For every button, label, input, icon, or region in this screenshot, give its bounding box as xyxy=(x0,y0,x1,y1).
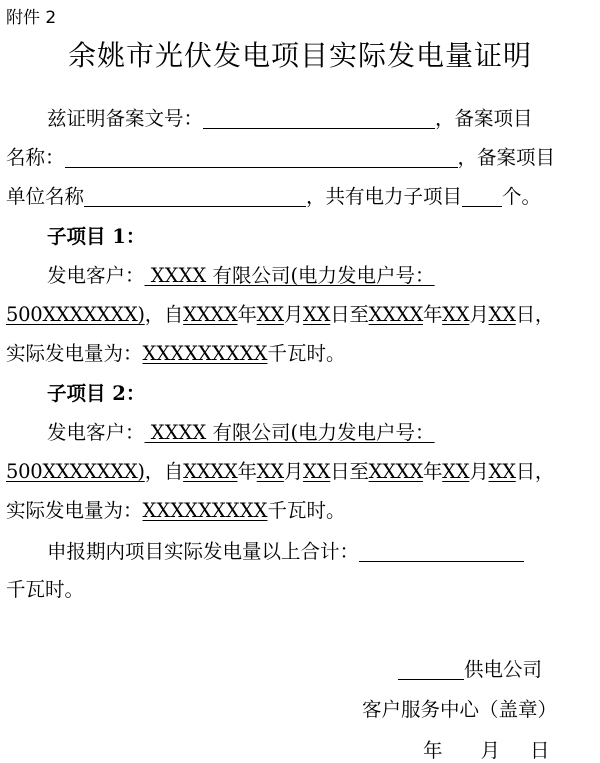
filing-number-label: 兹证明备案文号： xyxy=(47,107,204,130)
end-month: XX xyxy=(442,303,470,326)
from-word: ，自 xyxy=(144,460,184,483)
project-name-blank[interactable] xyxy=(65,147,458,168)
total-label: 申报期内项目实际发电量以上合计： xyxy=(47,540,360,563)
day-word-end: 日， xyxy=(515,460,555,483)
filing-number-blank[interactable] xyxy=(203,108,435,129)
customer-value: XXXX 有限公司(电力发电户号： xyxy=(144,421,435,444)
count-unit: 个。 xyxy=(502,185,542,208)
start-month: XX xyxy=(256,460,284,483)
date-year-word: 年 xyxy=(423,739,443,762)
name-label: 名称： xyxy=(6,146,65,169)
intro-line-1 xyxy=(47,106,600,132)
attachment-label: 附件 2 xyxy=(6,8,57,28)
account-value: 500XXXXXXX) xyxy=(6,303,145,326)
supplier-label: 供电公司 xyxy=(464,658,543,681)
subproject-2-period-line xyxy=(6,459,600,485)
month-word: 月 xyxy=(469,303,489,326)
subproject-2-amount-line xyxy=(6,498,600,524)
supplier-line xyxy=(398,654,542,682)
year-word: 年 xyxy=(422,460,443,483)
total-blank[interactable] xyxy=(359,541,524,562)
from-word: ，自 xyxy=(144,303,184,326)
start-year: XXXX xyxy=(183,303,238,326)
subproject-2-customer-line xyxy=(47,420,600,446)
customer-value: XXXX 有限公司(电力发电户号： xyxy=(144,264,435,287)
year-word: 年 xyxy=(237,460,257,483)
subproject-2-heading: 子项目 2： xyxy=(47,382,146,405)
total-line xyxy=(47,539,600,565)
end-year: XXXX xyxy=(368,303,423,326)
amount-unit: 千瓦时。 xyxy=(267,499,346,522)
subproject-1-period-line xyxy=(6,302,600,328)
amount-label: 实际发电量为： xyxy=(6,499,143,522)
customer-label: 发电客户： xyxy=(47,421,145,444)
unit-name-label: 单位名称 xyxy=(6,185,85,208)
start-day: XX xyxy=(303,460,331,483)
end-year: XXXX xyxy=(368,460,423,483)
account-value: 500XXXXXXX) xyxy=(6,460,145,483)
to-word: 至 xyxy=(349,303,369,326)
intro-line-3 xyxy=(6,184,600,210)
year-word: 年 xyxy=(237,303,257,326)
date-line xyxy=(423,735,550,763)
project-unit-label-start: ，备案项目 xyxy=(457,146,556,169)
end-day: XX xyxy=(488,460,516,483)
customer-label: 发电客户： xyxy=(47,264,145,287)
month-word: 月 xyxy=(283,460,304,483)
month-word: 月 xyxy=(283,303,304,326)
intro-line-2 xyxy=(6,145,600,171)
end-month: XX xyxy=(442,460,470,483)
month-word: 月 xyxy=(469,460,489,483)
start-day: XX xyxy=(303,303,331,326)
amount-unit: 千瓦时。 xyxy=(267,342,346,365)
subproject-count-blank[interactable] xyxy=(462,186,502,207)
subproject-1-amount-line xyxy=(6,341,600,367)
year-word: 年 xyxy=(422,303,443,326)
start-month: XX xyxy=(256,303,284,326)
document-title: 余姚市光伏发电项目实际发电量证明 xyxy=(67,39,532,72)
day-word: 日 xyxy=(330,460,350,483)
subproject-1-heading: 子项目 1： xyxy=(47,225,146,248)
supplier-blank[interactable] xyxy=(398,659,464,680)
project-name-label-start: ，备案项目 xyxy=(435,107,533,130)
date-day-word: 日 xyxy=(530,739,550,762)
end-day: XX xyxy=(488,303,516,326)
subproject-1-customer-line xyxy=(47,263,600,289)
date-month-word: 月 xyxy=(480,739,501,762)
start-year: XXXX xyxy=(183,460,238,483)
unit-name-blank[interactable] xyxy=(84,186,306,207)
service-center-seal: 客户服务中心（盖章） xyxy=(362,698,558,721)
amount-value: XXXXXXXXX xyxy=(142,499,268,522)
subproject-count-label: ，共有电力子项目 xyxy=(306,185,463,208)
amount-label: 实际发电量为： xyxy=(6,342,143,365)
amount-value: XXXXXXXXX xyxy=(142,342,268,365)
day-word: 日 xyxy=(330,303,350,326)
to-word: 至 xyxy=(349,460,369,483)
day-word-end: 日， xyxy=(515,303,555,326)
total-unit: 千瓦时。 xyxy=(6,578,85,601)
